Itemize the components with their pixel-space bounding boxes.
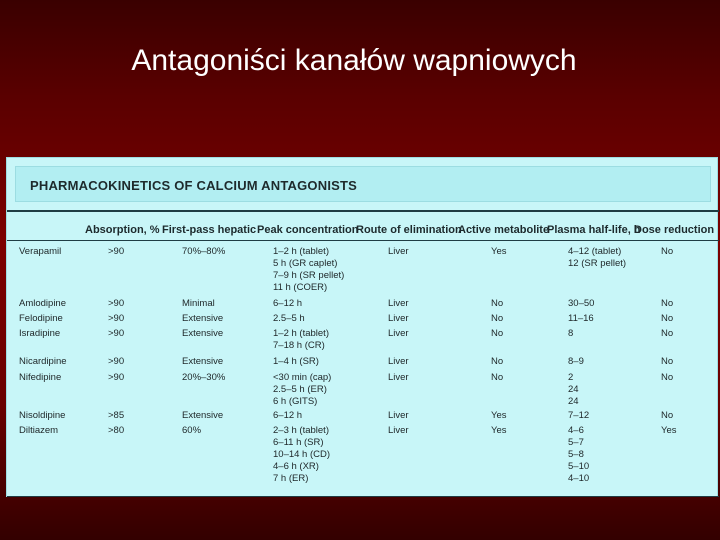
col-header-peak: Peak concentration: [257, 224, 359, 236]
table-cell-dose-reduction: No: [661, 372, 674, 383]
table-cell-metabolite: Yes: [491, 410, 507, 421]
table-cell-peak: 2.5–5 h (ER): [273, 384, 327, 395]
table-cell-half-life: 4–10: [568, 473, 590, 484]
table-cell-half-life: 7–12: [568, 410, 590, 421]
top-rule: [7, 210, 719, 212]
header-rule: [7, 240, 719, 241]
table-cell-peak: 1–2 h (tablet): [273, 328, 329, 339]
table-cell-metabolite: No: [491, 298, 504, 309]
table-cell-drug: Nicardipine: [19, 356, 67, 367]
table-cell-peak: 1–4 h (SR): [273, 356, 319, 367]
pharmacokinetics-table: [6, 157, 718, 497]
table-cell-half-life: 2: [568, 372, 574, 383]
col-header-metabolite: Active metabolite: [458, 224, 550, 236]
table-cell-absorption: >90: [108, 356, 125, 367]
table-cell-metabolite: No: [491, 356, 504, 367]
table-cell-metabolite: Yes: [491, 425, 507, 436]
table-cell-drug: Isradipine: [19, 328, 61, 339]
table-cell-metabolite: No: [491, 372, 504, 383]
table-cell-first-pass: Minimal: [182, 298, 215, 309]
table-cell-first-pass: Extensive: [182, 313, 224, 324]
slide-title: Antagoniści kanałów wapniowych: [131, 44, 577, 77]
table-cell-peak: 5 h (GR caplet): [273, 258, 338, 269]
table-cell-first-pass: Extensive: [182, 410, 224, 421]
table-cell-dose-reduction: No: [661, 410, 674, 421]
table-cell-peak: <30 min (cap): [273, 372, 332, 383]
table-cell-peak: 10–14 h (CD): [273, 449, 331, 460]
table-cell-route: Liver: [388, 328, 409, 339]
table-cell-drug: Verapamil: [19, 246, 62, 257]
table-cell-drug: Nifedipine: [19, 372, 62, 383]
table-heading: PHARMACOKINETICS OF CALCIUM ANTAGONISTS: [30, 178, 358, 193]
table-cell-half-life: 24: [568, 384, 579, 395]
col-header-half-life: Plasma half-life, h: [547, 224, 641, 236]
table-cell-peak: 4–6 h (XR): [273, 461, 319, 472]
table-cell-half-life: 24: [568, 396, 579, 407]
table-cell-route: Liver: [388, 313, 409, 324]
col-header-absorption: Absorption, %: [85, 224, 160, 236]
table-cell-first-pass: Extensive: [182, 356, 224, 367]
table-cell-peak: 2–3 h (tablet): [273, 425, 329, 436]
table-cell-peak: 2.5–5 h: [273, 313, 305, 324]
table-cell-peak: 1–2 h (tablet): [273, 246, 329, 257]
table-cell-metabolite: Yes: [491, 246, 507, 257]
table-heading-box: [15, 166, 711, 202]
table-cell-absorption: >80: [108, 425, 125, 436]
col-header-first-pass: First-pass hepatic: [162, 224, 257, 236]
table-cell-drug: Nisoldipine: [19, 410, 66, 421]
col-header-dose-reduction: Dose reduction: [634, 224, 715, 236]
table-cell-half-life: 5–7: [568, 437, 584, 448]
table-cell-half-life: 11–16: [568, 313, 594, 324]
table-cell-route: Liver: [388, 372, 409, 383]
table-cell-dose-reduction: No: [661, 298, 674, 309]
table-cell-first-pass: 60%: [182, 425, 202, 436]
table-cell-route: Liver: [388, 425, 409, 436]
table-cell-half-life: 8: [568, 328, 574, 339]
table-cell-absorption: >90: [108, 372, 125, 383]
col-header-route: Route of elimination: [356, 224, 462, 236]
table-cell-half-life: 4–12 (tablet): [568, 246, 622, 257]
table-cell-first-pass: 70%–80%: [182, 246, 226, 257]
table-cell-route: Liver: [388, 410, 409, 421]
bottom-rule: [7, 496, 719, 497]
table-cell-first-pass: Extensive: [182, 328, 224, 339]
table-cell-drug: Felodipine: [19, 313, 63, 324]
table-cell-route: Liver: [388, 298, 409, 309]
table-cell-peak: 7–18 h (CR): [273, 340, 325, 351]
table-cell-absorption: >90: [108, 313, 125, 324]
table-cell-first-pass: 20%–30%: [182, 372, 226, 383]
table-cell-peak: 11 h (COER): [273, 282, 328, 293]
table-cell-peak: 6 h (GITS): [273, 396, 318, 407]
table-cell-route: Liver: [388, 246, 409, 257]
table-cell-peak: 6–12 h: [273, 410, 303, 421]
table-cell-absorption: >90: [108, 246, 125, 257]
table-cell-half-life: 12 (SR pellet): [568, 258, 627, 269]
table-cell-half-life: 5–10: [568, 461, 590, 472]
table-cell-drug: Amlodipine: [19, 298, 66, 309]
table-cell-half-life: 30–50: [568, 298, 595, 309]
table-cell-half-life: 8–9: [568, 356, 584, 367]
table-cell-dose-reduction: No: [661, 356, 674, 367]
table-cell-dose-reduction: No: [661, 246, 674, 257]
table-cell-dose-reduction: Yes: [661, 425, 677, 436]
table-cell-peak: 6–12 h: [273, 298, 303, 309]
table-cell-half-life: 5–8: [568, 449, 584, 460]
table-cell-peak: 6–11 h (SR): [273, 437, 324, 448]
table-cell-metabolite: No: [491, 313, 504, 324]
table-cell-absorption: >90: [108, 328, 125, 339]
table-cell-dose-reduction: No: [661, 313, 674, 324]
table-cell-peak: 7–9 h (SR pellet): [273, 270, 345, 281]
table-cell-dose-reduction: No: [661, 328, 674, 339]
table-cell-peak: 7 h (ER): [273, 473, 309, 484]
table-cell-absorption: >85: [108, 410, 125, 421]
table-cell-absorption: >90: [108, 298, 125, 309]
table-cell-metabolite: No: [491, 328, 504, 339]
table-cell-half-life: 4–6: [568, 425, 584, 436]
table-cell-route: Liver: [388, 356, 409, 367]
table-cell-drug: Diltiazem: [19, 425, 59, 436]
